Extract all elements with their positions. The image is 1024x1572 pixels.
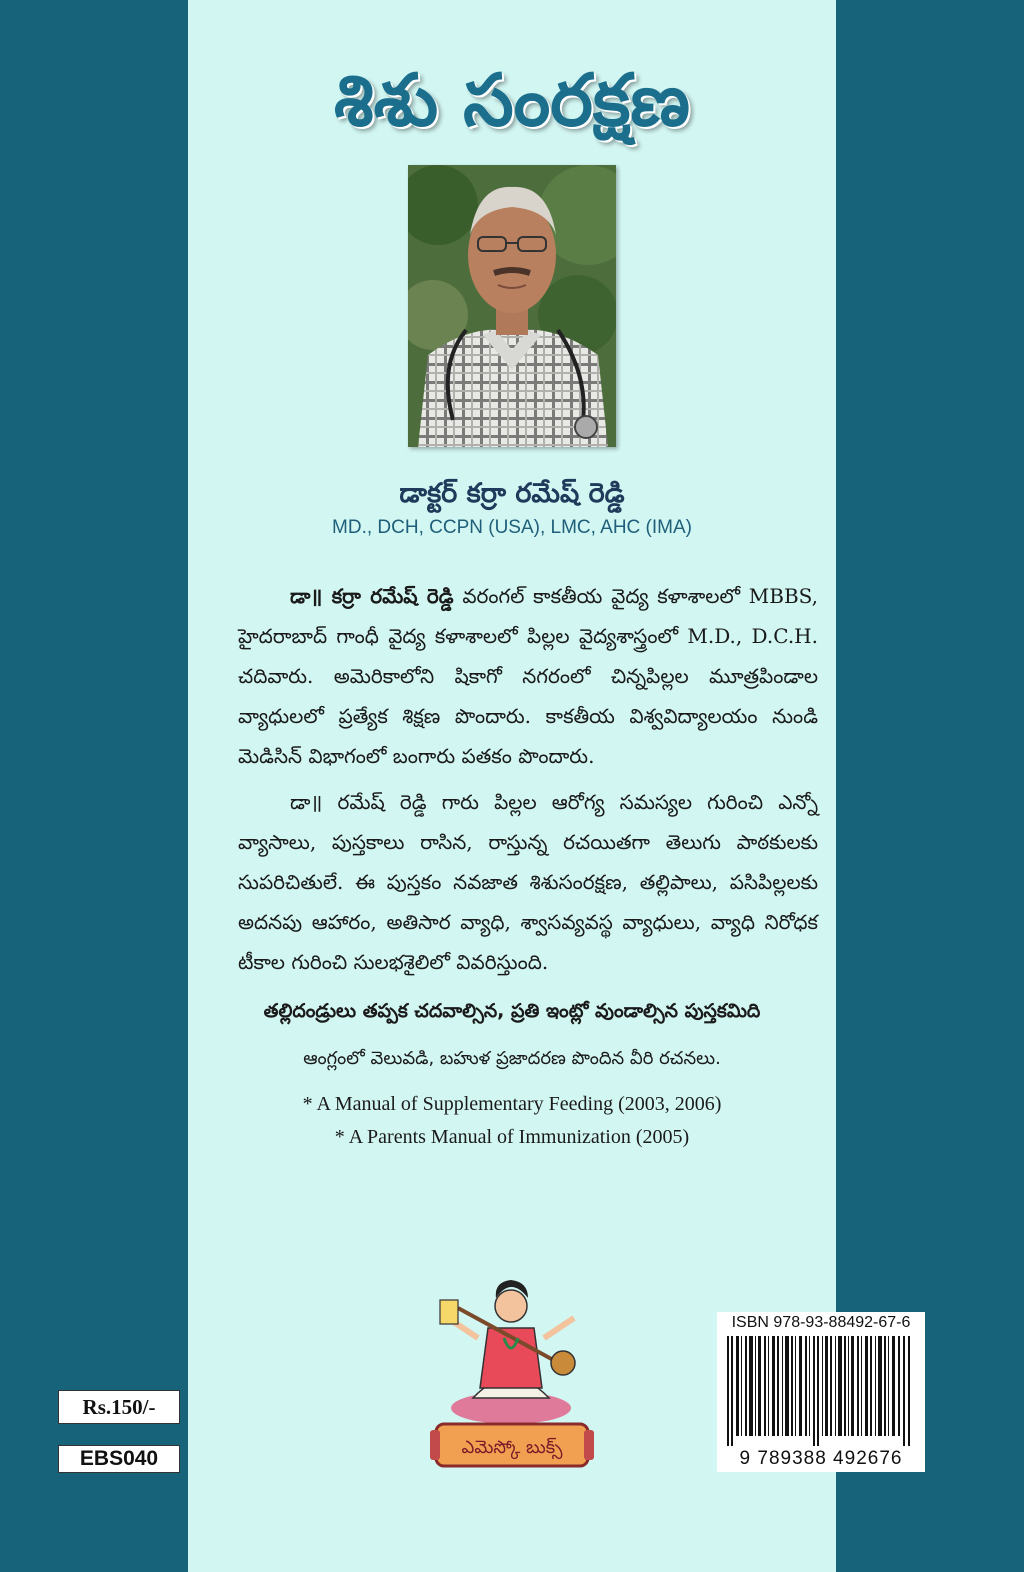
product-code: EBS040: [58, 1445, 180, 1473]
barcode-bars: [727, 1336, 915, 1446]
publisher-banner: [428, 1420, 596, 1470]
english-works-list: [188, 1088, 836, 1154]
author-qualifications: MD., DCH, CCPN (USA), LMC, AHC (IMA): [332, 517, 692, 538]
book-list-item: * A Manual of Supplementary Feeding (2003, 2006): [302, 1093, 722, 1115]
book-list-item: * A Parents Manual of Immunization (2005): [334, 1126, 690, 1148]
left-cover-band: [0, 0, 188, 1572]
bio-paragraph-1-text: వరంగల్ కాకతీయ వైద్య కళాశాలలో MBBS, హైదరాబాద్ గాంధీ వైద్య కళాశాలలో పిల్లల వైద్యశాస్త్రంలో M.D., D.C.H. చదివారు. అమెరికాలోని షికాగో నగరంలో చిన్నపిల్లల మూత్రపిండాల వ్యాధులలో ప్రత్యేక శిక్షణ పొందారు. కాకతీయ విశ్వవిద్యాలయం నుండి మెడిసిన్ విభాగంలో బంగారు పతకం పొందారు.: [238, 584, 819, 768]
author-biography: [238, 576, 818, 988]
isbn-number: ISBN 978-93-88492-67-6: [731, 1314, 911, 1331]
barcode-number: 9 789388 492676: [739, 1448, 903, 1469]
author-name: డాక్టర్ కర్రా రమేష్ రెడ్డి: [399, 478, 625, 509]
price-label: Rs.150/-: [58, 1390, 180, 1424]
publisher-name: ఎమెస్కో బుక్స్: [461, 1437, 563, 1458]
english-works-intro: ఆంగ్లంలో వెలువడి, బహుళ ప్రజాదరణ పొందిన వీరి రచనలు.: [303, 1048, 721, 1069]
book-tagline: తల్లిదండ్రులు తప్పక చదవాల్సిన, ప్రతి ఇంట్లో వుండాల్సిన పుస్తకమిది: [263, 1000, 761, 1022]
bio-paragraph-1: [238, 576, 818, 776]
bio-paragraph-2: డా॥ రమేష్ రెడ్డి గారు పిల్లల ఆరోగ్య సమస్యల గురించి ఎన్నో వ్యాసాలు, పుస్తకాలు రాసిన, రాస్తున్న రచయితగా తెలుగు పాఠకులకు సుపరిచితులే. ఈ పుస్తకం నవజాత శిశుసంరక్షణ, తల్లిపాలు, పసిపిల్లలకు అదనపు ఆహారం, అతిసార వ్యాధి, శ్వాసవ్యవస్థ వ్యాధులు, వ్యాధి నిరోధక టీకాల గురించి సులభశైలిలో వివరిస్తుంది.: [238, 790, 818, 974]
author-photo: [408, 165, 616, 447]
book-title: శిశు సంరక్షణ: [334, 58, 690, 142]
bio-lead-name: డా॥ కర్రా రమేష్ రెడ్డి: [290, 584, 454, 608]
isbn-barcode: [717, 1312, 925, 1472]
